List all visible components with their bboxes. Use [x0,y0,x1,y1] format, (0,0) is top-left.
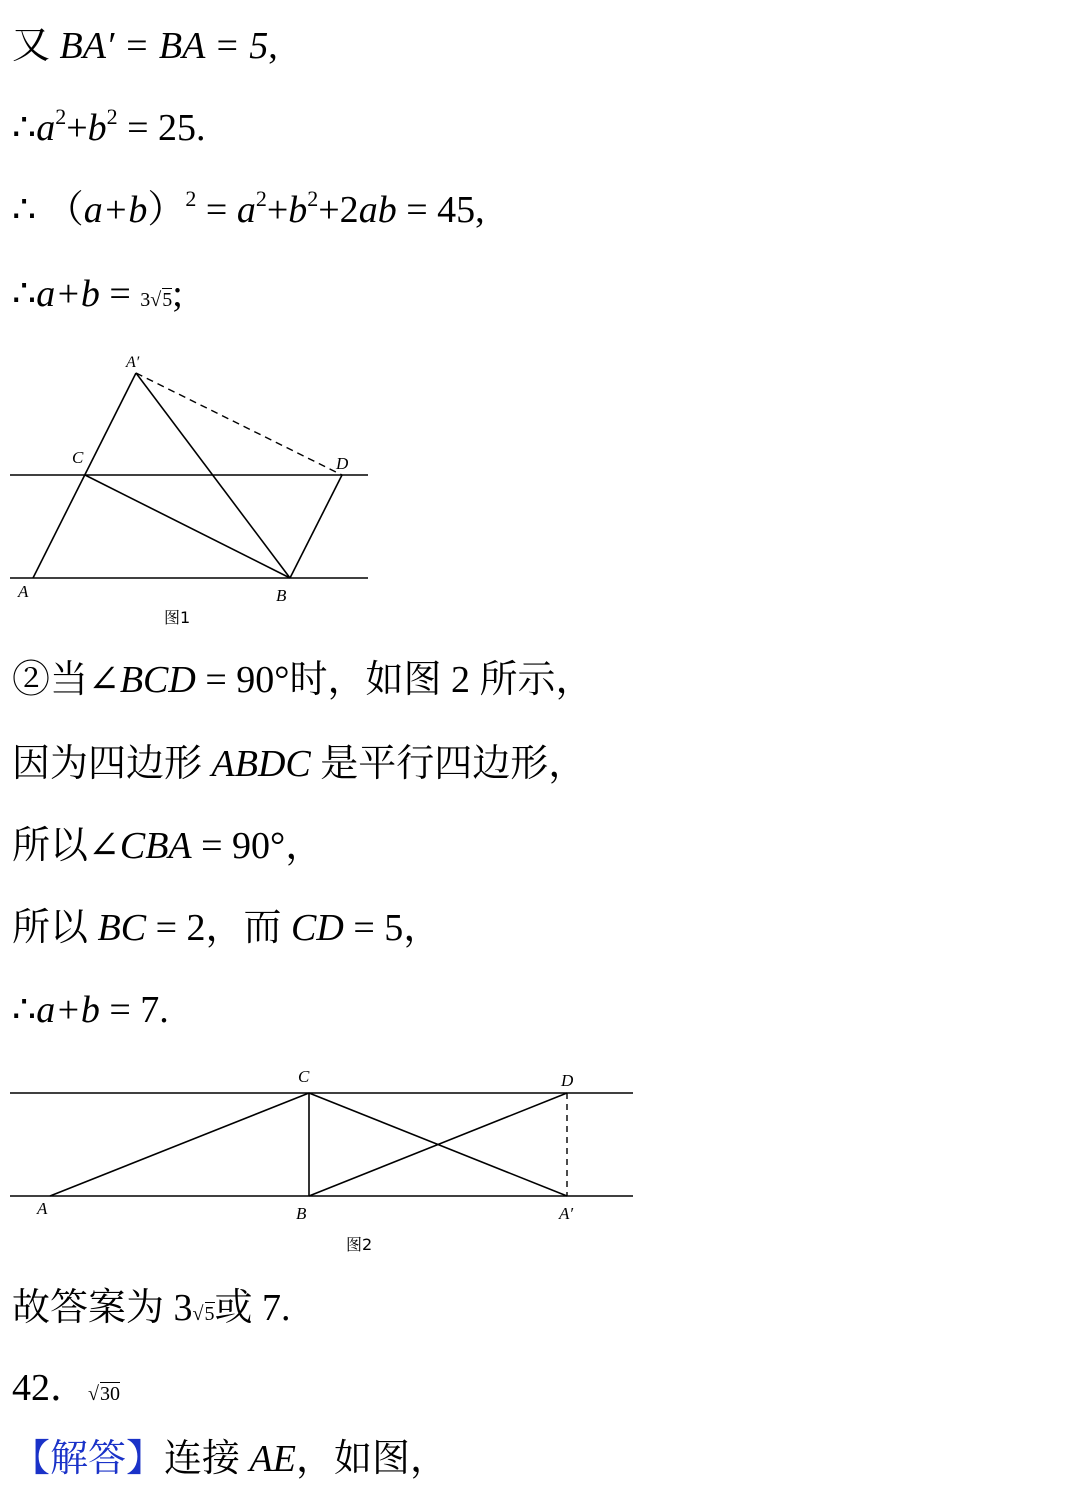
line-a-plus-b-7 [12,986,169,1034]
exponent: 2 [106,104,118,129]
text: 所以∠ [12,825,120,867]
math: b [288,189,308,231]
radicand: 5 [162,289,173,311]
figure-2 [0,1062,640,1262]
segment-a-c [50,1093,309,1196]
label-a: A [37,1199,48,1218]
label-d: D [336,454,349,473]
text: ②当∠ [12,659,120,701]
text: 因为四边形 [12,743,212,785]
text: 故答案为 3 [12,1287,193,1329]
math: BCD [119,659,196,701]
therefore-symbol: ∴ [12,273,37,315]
math: a [236,189,256,231]
exponent: 2 [55,104,67,129]
figure-2-caption: 图2 [346,1235,373,1254]
text: = 7. [99,989,169,1031]
radicand: 30 [100,1383,120,1405]
radicand: 5 [204,1303,215,1325]
text: ，如图， [295,1438,448,1480]
math: b [87,107,107,149]
paren: ） [147,189,186,231]
label-c: C [298,1067,310,1086]
line-answer [12,1284,291,1338]
label-b: B [296,1204,307,1223]
line-a-plus-b-sqrt [12,270,183,324]
math: CBA [119,825,192,867]
math: a [36,107,56,149]
line-a2-b2 [12,104,206,152]
line-solution [12,1434,448,1483]
exponent: 2 [307,186,319,211]
text: = 90°时，如图 2 所示， [195,659,594,701]
paren: （ [45,189,84,231]
label-c: C [72,448,84,467]
dashed-a2-d [136,373,342,475]
line-ba-equals [12,22,278,70]
text: 又 [12,25,60,67]
figure-1-caption: 图1 [164,608,191,627]
label-a2: A′ [559,1204,574,1223]
text: = 2，而 [146,907,292,949]
math: CD [291,907,344,949]
solution-tag: 【解答】 [12,1436,165,1480]
math: a+b [83,189,148,231]
text: = 5， [343,907,442,949]
math: ABDC [211,743,311,785]
line-parallelogram [12,740,586,788]
line-bc-cd [12,904,441,952]
text: +2 [318,189,359,231]
math: BA′ = BA = 5 [59,25,269,67]
math: a+b [36,273,100,315]
figure-1 [0,345,380,635]
therefore-symbol: ∴ [12,989,37,1031]
label-d: D [561,1071,574,1090]
segment-c-b [85,475,290,578]
math: BC [97,907,147,949]
text: = 45, [396,189,485,231]
text: + [266,189,289,231]
sqrt-expression: 3√5 [140,289,173,311]
text: = 25. [117,107,206,149]
sqrt-expression: √5 [192,1303,215,1325]
label-a: A [18,582,29,601]
text: = [99,273,141,315]
therefore-symbol: ∴ [12,107,37,149]
exponent: 2 [255,186,267,211]
text: 或 7. [214,1287,291,1329]
coefficient: 3 [140,289,151,311]
math: ab [358,189,397,231]
line-square-sum [12,186,485,234]
line-case-2 [12,656,593,704]
therefore-symbol: ∴ [12,189,46,231]
line-angle-cba [12,822,323,870]
text: 是平行四边形， [310,743,587,785]
text: 连接 [164,1438,250,1480]
sqrt-expression: √30 [88,1383,120,1405]
text: = [196,189,237,231]
text: , [268,25,278,67]
label-a2: A′ [126,354,140,371]
segment-b-d [290,475,342,578]
text: 所以 [12,907,98,949]
text: = 90°， [191,825,324,867]
line-problem-42 [12,1364,120,1418]
math: a+b [36,989,100,1031]
exponent: 2 [185,186,197,211]
math: AE [249,1438,296,1480]
label-b: B [276,586,287,605]
problem-number: 42． [12,1367,89,1409]
text: + [66,107,88,149]
text: ; [172,273,183,315]
